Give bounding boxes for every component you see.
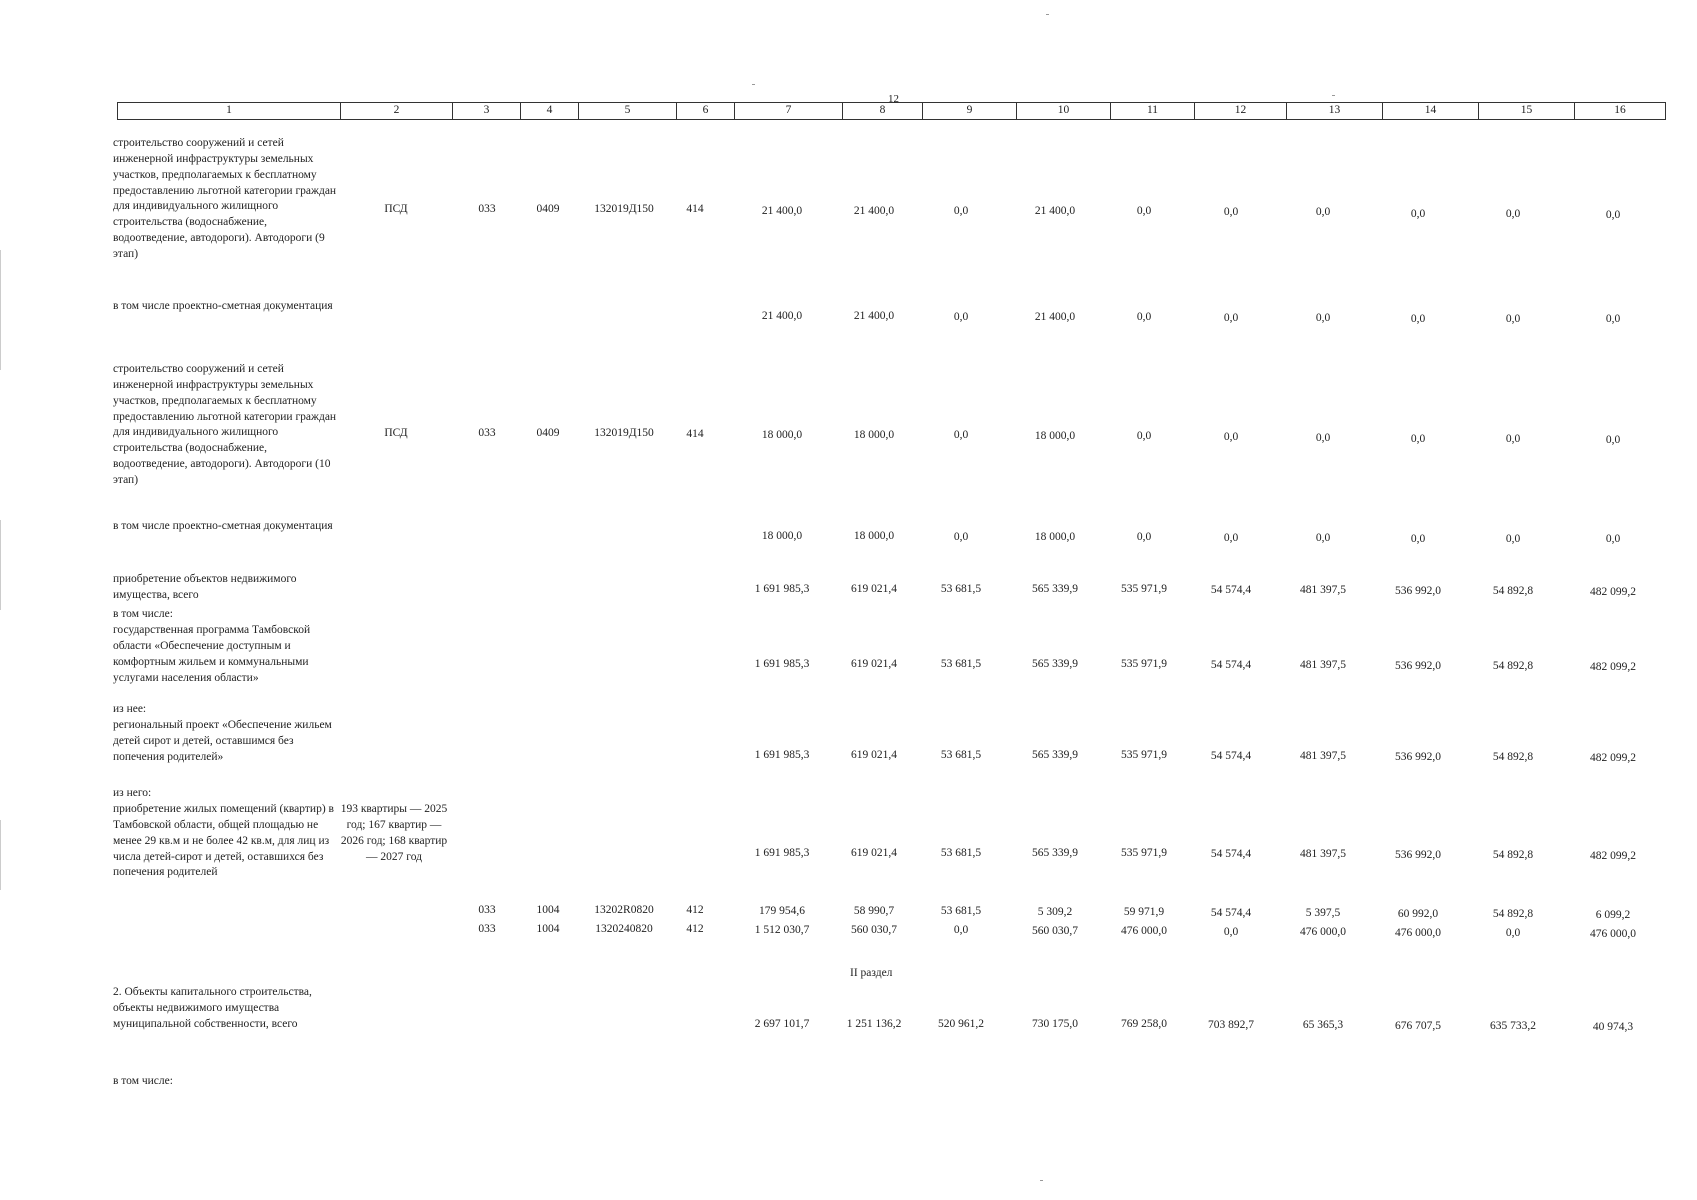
cell-col7: 2 697 101,7 bbox=[754, 1018, 810, 1030]
cell-col14: 536 992,0 bbox=[1395, 849, 1441, 861]
section-title: II раздел bbox=[850, 967, 893, 979]
cell-col5: 132019Д150 bbox=[594, 203, 654, 215]
cell-col7: 18 000,0 bbox=[761, 530, 803, 542]
header-col: 10 bbox=[1017, 103, 1111, 120]
cell-col8: 1 251 136,2 bbox=[846, 1018, 902, 1030]
scan-edge bbox=[0, 820, 1, 890]
cell-col8: 619 021,4 bbox=[851, 658, 897, 670]
cell-col10: 5 309,2 bbox=[1037, 906, 1073, 918]
cell-col13: 481 397,5 bbox=[1300, 659, 1346, 671]
cell-col14: 0,0 bbox=[1410, 313, 1426, 325]
cell-col2: ПСД bbox=[384, 203, 408, 215]
cell-col7: 1 691 985,3 bbox=[754, 658, 810, 670]
cell-col13: 481 397,5 bbox=[1300, 848, 1346, 860]
cell-col9: 0,0 bbox=[953, 429, 969, 441]
cell-col12: 0,0 bbox=[1223, 206, 1239, 218]
cell-col10: 560 030,7 bbox=[1032, 925, 1078, 937]
cell-col12: 54 574,4 bbox=[1210, 848, 1252, 860]
cell-col15: 54 892,8 bbox=[1492, 660, 1534, 672]
cell-col7: 21 400,0 bbox=[761, 310, 803, 322]
cell-col14: 676 707,5 bbox=[1395, 1020, 1441, 1032]
cell-col4: 1004 bbox=[536, 923, 560, 935]
cell-col15: 54 892,8 bbox=[1492, 908, 1534, 920]
cell-col10: 565 339,9 bbox=[1032, 847, 1078, 859]
cell-col9: 0,0 bbox=[953, 205, 969, 217]
row-description: строительство сооружений и сетей инженерной инфраструктуры земельных участков, предполагаемых к бесплатному предоставлению льготной категории граждан для индивидуального жилищного строительства (водоснабжение, водоотведение, автодороги). Автодороги (10 этап) bbox=[113, 363, 337, 487]
cell-col11: 0,0 bbox=[1136, 430, 1152, 442]
row-description: 2. Объекты капитального строительства, объекты недвижимого имущества муниципальной собственности, всего bbox=[113, 986, 312, 1030]
cell-col10: 565 339,9 bbox=[1032, 658, 1078, 670]
cell-col7: 1 691 985,3 bbox=[754, 847, 810, 859]
row-description: в том числе проектно-сметная документация bbox=[113, 520, 333, 532]
header-col: 6 bbox=[677, 103, 735, 120]
cell-col9: 0,0 bbox=[953, 311, 969, 323]
cell-col14: 536 992,0 bbox=[1395, 751, 1441, 763]
cell-col11: 0,0 bbox=[1136, 205, 1152, 217]
cell-col15: 635 733,2 bbox=[1490, 1020, 1536, 1032]
cell-col15: 0,0 bbox=[1505, 313, 1521, 325]
cell-col8: 18 000,0 bbox=[853, 429, 895, 441]
cell-col12: 0,0 bbox=[1223, 312, 1239, 324]
cell-col4: 0409 bbox=[536, 203, 560, 215]
cell-col16: 482 099,2 bbox=[1590, 752, 1636, 764]
cell-col7: 1 691 985,3 bbox=[754, 583, 810, 595]
scan-edge bbox=[0, 250, 1, 370]
cell-col3: 033 bbox=[478, 923, 496, 935]
header-row bbox=[118, 103, 1666, 120]
cell-col3: 033 bbox=[478, 203, 496, 215]
cell-col11: 476 000,0 bbox=[1121, 925, 1167, 937]
cell-col14: 0,0 bbox=[1410, 433, 1426, 445]
header-col: 16 bbox=[1575, 103, 1666, 120]
cell-col9: 53 681,5 bbox=[940, 847, 982, 859]
row-description: строительство сооружений и сетей инженерной инфраструктуры земельных участков, предполагаемых к бесплатному предоставлению льготной категории граждан для индивидуального жилищного строительства (водоснабжение, водоотведение, автодороги). Автодороги (9 этап) bbox=[113, 137, 337, 261]
cell-col11: 535 971,9 bbox=[1121, 583, 1167, 595]
cell-col9: 53 681,5 bbox=[940, 658, 982, 670]
cell-col13: 5 397,5 bbox=[1305, 907, 1341, 919]
cell-col13: 65 365,3 bbox=[1302, 1019, 1344, 1031]
cell-col16: 0,0 bbox=[1605, 533, 1621, 545]
cell-col8: 560 030,7 bbox=[851, 924, 897, 936]
header-col: 13 bbox=[1287, 103, 1383, 120]
cell-col9: 520 961,2 bbox=[938, 1018, 984, 1030]
row-description: приобретение жилых помещений (квартир) в Тамбовской области, общей площадью не менее 29 кв.м и не более 42 кв.м, для лиц из числа детей-сирот и детей, оставшихся без попечения родителей bbox=[113, 803, 334, 879]
label-in-that-number: в том числе: bbox=[113, 608, 173, 620]
scan-speck bbox=[1040, 1180, 1043, 1181]
cell-col16: 482 099,2 bbox=[1590, 661, 1636, 673]
cell-col4: 0409 bbox=[536, 427, 560, 439]
cell-col14: 536 992,0 bbox=[1395, 660, 1441, 672]
cell-col16: 0,0 bbox=[1605, 313, 1621, 325]
cell-col9: 53 681,5 bbox=[940, 583, 982, 595]
cell-col10: 565 339,9 bbox=[1032, 583, 1078, 595]
cell-col14: 60 992,0 bbox=[1397, 908, 1439, 920]
cell-col16: 0,0 bbox=[1605, 209, 1621, 221]
cell-col11: 535 971,9 bbox=[1121, 749, 1167, 761]
header-col: 14 bbox=[1383, 103, 1479, 120]
cell-col8: 21 400,0 bbox=[853, 310, 895, 322]
cell-col13: 481 397,5 bbox=[1300, 584, 1346, 596]
cell-col7: 18 000,0 bbox=[761, 429, 803, 441]
cell-col11: 535 971,9 bbox=[1121, 658, 1167, 670]
header-col: 11 bbox=[1111, 103, 1195, 120]
cell-col3: 033 bbox=[478, 427, 496, 439]
header-col: 1 bbox=[118, 103, 341, 120]
cell-col7: 1 512 030,7 bbox=[754, 924, 810, 936]
scan-speck bbox=[1332, 95, 1335, 96]
cell-col13: 481 397,5 bbox=[1300, 750, 1346, 762]
header-col: 7 bbox=[735, 103, 843, 120]
header-col: 2 bbox=[341, 103, 453, 120]
cell-col6: 414 bbox=[686, 428, 704, 440]
row-description: приобретение объектов недвижимого имущества, всего bbox=[113, 573, 297, 601]
cell-col10: 18 000,0 bbox=[1034, 531, 1076, 543]
cell-col12: 54 574,4 bbox=[1210, 659, 1252, 671]
cell-col16: 476 000,0 bbox=[1590, 928, 1636, 940]
cell-col7: 1 691 985,3 bbox=[754, 749, 810, 761]
cell-col13: 476 000,0 bbox=[1300, 926, 1346, 938]
cell-col6: 414 bbox=[686, 203, 704, 215]
header-col: 12 bbox=[1195, 103, 1287, 120]
cell-col9: 0,0 bbox=[953, 531, 969, 543]
cell-col12: 0,0 bbox=[1223, 431, 1239, 443]
column-header-table bbox=[117, 102, 1666, 120]
header-col: 4 bbox=[521, 103, 579, 120]
cell-col8: 21 400,0 bbox=[853, 205, 895, 217]
scan-speck bbox=[1046, 14, 1049, 15]
header-col: 15 bbox=[1479, 103, 1575, 120]
cell-col13: 0,0 bbox=[1315, 312, 1331, 324]
cell-col10: 18 000,0 bbox=[1034, 430, 1076, 442]
label-in-that-number-2: в том числе: bbox=[113, 1075, 173, 1087]
cell-col11: 0,0 bbox=[1136, 311, 1152, 323]
cell-col14: 536 992,0 bbox=[1395, 585, 1441, 597]
cell-col8: 619 021,4 bbox=[851, 749, 897, 761]
cell-col10: 730 175,0 bbox=[1032, 1018, 1078, 1030]
cell-col12: 54 574,4 bbox=[1210, 750, 1252, 762]
cell-col12: 54 574,4 bbox=[1210, 584, 1252, 596]
cell-col2: 193 квартиры — 2025 год; 167 квартир — 2026 год; 168 квартир — 2027 год bbox=[340, 803, 448, 863]
cell-col15: 0,0 bbox=[1505, 927, 1521, 939]
cell-col12: 0,0 bbox=[1223, 926, 1239, 938]
scan-edge bbox=[0, 520, 1, 610]
cell-col13: 0,0 bbox=[1315, 432, 1331, 444]
cell-col11: 535 971,9 bbox=[1121, 847, 1167, 859]
label-of-it-masc: из него: bbox=[113, 787, 152, 799]
cell-col15: 54 892,8 bbox=[1492, 585, 1534, 597]
cell-col13: 0,0 bbox=[1315, 532, 1331, 544]
cell-col11: 0,0 bbox=[1136, 531, 1152, 543]
header-col: 9 bbox=[923, 103, 1017, 120]
cell-col16: 0,0 bbox=[1605, 434, 1621, 446]
cell-col16: 482 099,2 bbox=[1590, 586, 1636, 598]
cell-col6: 412 bbox=[686, 923, 704, 935]
cell-col11: 769 258,0 bbox=[1121, 1018, 1167, 1030]
cell-col10: 565 339,9 bbox=[1032, 749, 1078, 761]
cell-col16: 482 099,2 bbox=[1590, 850, 1636, 862]
page-number: 12 bbox=[888, 93, 899, 105]
cell-col12: 54 574,4 bbox=[1210, 907, 1252, 919]
scan-speck bbox=[752, 84, 755, 85]
cell-col15: 0,0 bbox=[1505, 433, 1521, 445]
cell-col7: 21 400,0 bbox=[761, 205, 803, 217]
row-description: в том числе проектно-сметная документация bbox=[113, 300, 333, 312]
cell-col8: 619 021,4 bbox=[851, 847, 897, 859]
row-description: государственная программа Тамбовской области «Обеспечение доступным и комфортным жильем и коммунальными услугами населения области» bbox=[113, 624, 311, 684]
cell-col11: 59 971,9 bbox=[1123, 906, 1165, 918]
cell-col12: 0,0 bbox=[1223, 532, 1239, 544]
cell-col8: 619 021,4 bbox=[851, 583, 897, 595]
cell-col15: 54 892,8 bbox=[1492, 751, 1534, 763]
cell-col5: 13202R0820 bbox=[594, 904, 654, 916]
cell-col14: 0,0 bbox=[1410, 533, 1426, 545]
cell-col10: 21 400,0 bbox=[1034, 311, 1076, 323]
cell-col8: 58 990,7 bbox=[853, 905, 895, 917]
cell-col7: 179 954,6 bbox=[759, 905, 805, 917]
cell-col14: 476 000,0 bbox=[1395, 927, 1441, 939]
cell-col5: 1320240820 bbox=[595, 923, 653, 935]
row-description: региональный проект «Обеспечение жильем детей сирот и детей, оставшимся без попечения родителей» bbox=[113, 719, 332, 763]
header-col: 3 bbox=[453, 103, 521, 120]
cell-col14: 0,0 bbox=[1410, 208, 1426, 220]
cell-col16: 40 974,3 bbox=[1592, 1021, 1634, 1033]
label-of-it-fem: из нее: bbox=[113, 703, 147, 715]
cell-col15: 54 892,8 bbox=[1492, 849, 1534, 861]
cell-col12: 703 892,7 bbox=[1208, 1019, 1254, 1031]
cell-col8: 18 000,0 bbox=[853, 530, 895, 542]
header-col: 8 bbox=[843, 103, 923, 120]
cell-col15: 0,0 bbox=[1505, 533, 1521, 545]
cell-col15: 0,0 bbox=[1505, 208, 1521, 220]
cell-col4: 1004 bbox=[536, 904, 560, 916]
cell-col9: 53 681,5 bbox=[940, 905, 982, 917]
cell-col2: ПСД bbox=[384, 427, 408, 439]
cell-col6: 412 bbox=[686, 904, 704, 916]
header-col: 5 bbox=[579, 103, 677, 120]
cell-col10: 21 400,0 bbox=[1034, 205, 1076, 217]
cell-col16: 6 099,2 bbox=[1595, 909, 1631, 921]
cell-col9: 53 681,5 bbox=[940, 749, 982, 761]
cell-col5: 132019Д150 bbox=[594, 427, 654, 439]
cell-col13: 0,0 bbox=[1315, 206, 1331, 218]
cell-col3: 033 bbox=[478, 904, 496, 916]
cell-col9: 0,0 bbox=[953, 924, 969, 936]
